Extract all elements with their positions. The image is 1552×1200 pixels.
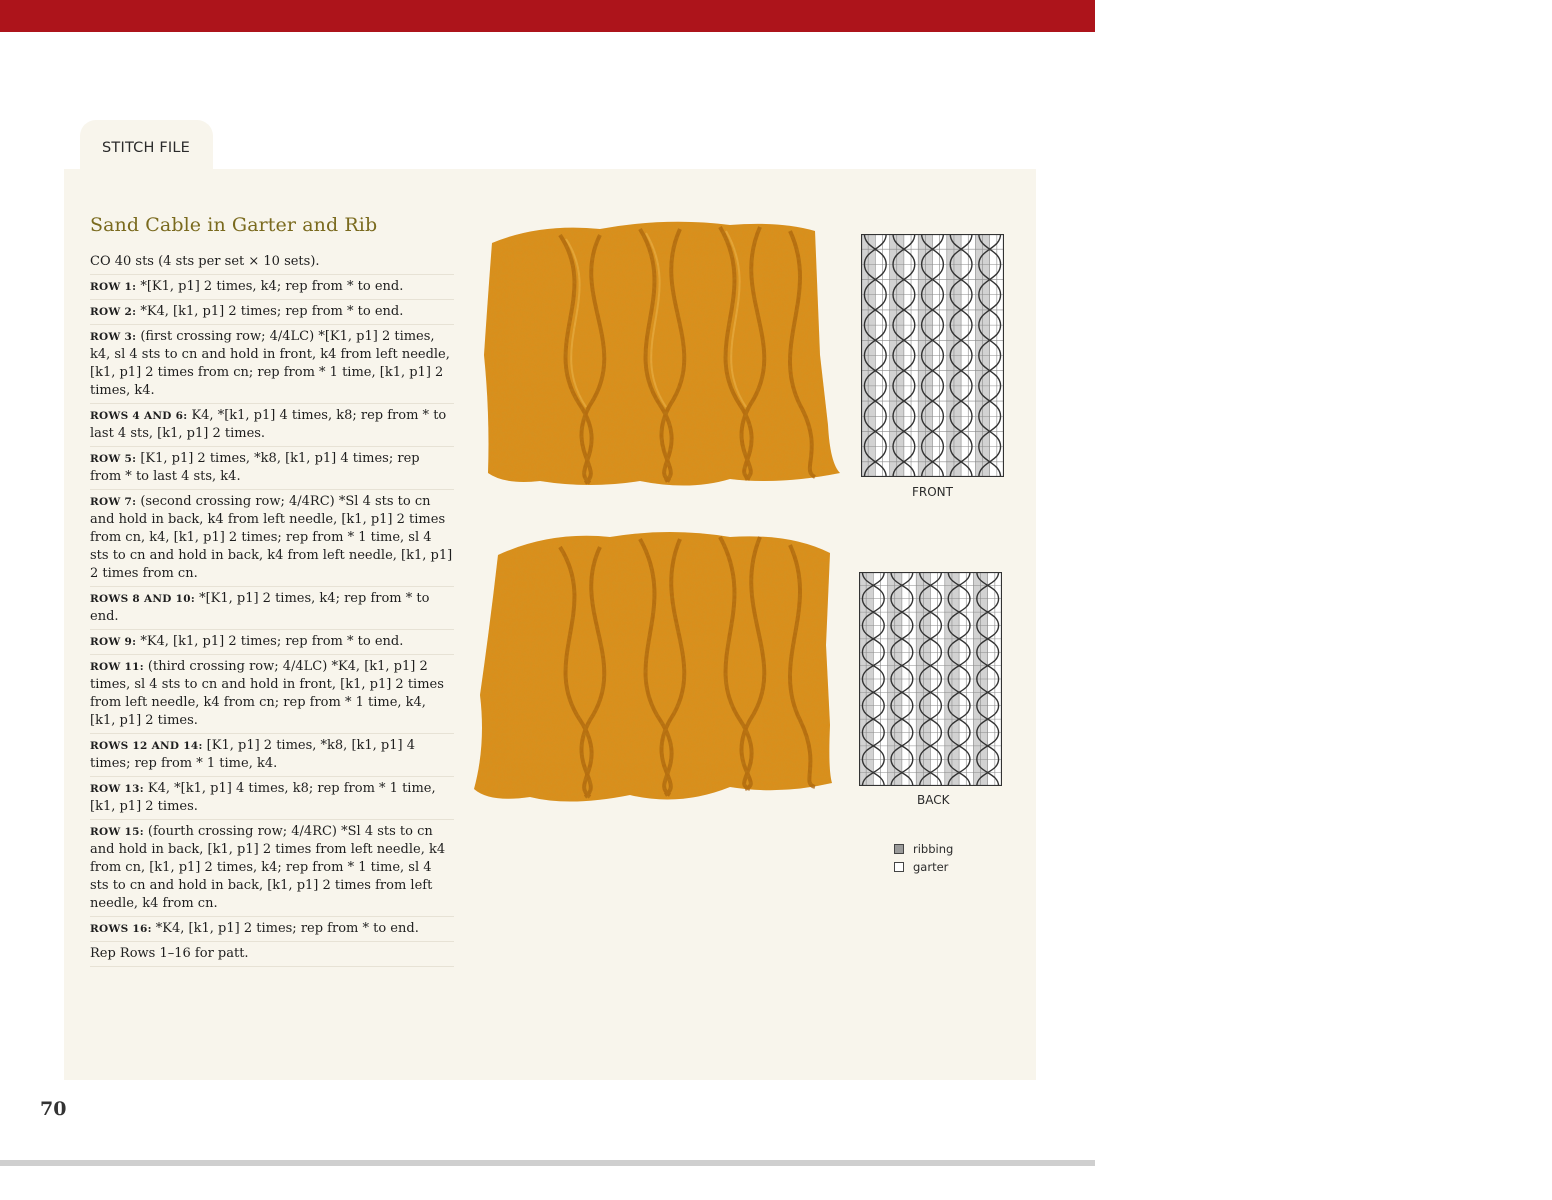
instruction-line — [90, 944, 454, 967]
bottom-rule — [0, 1160, 1095, 1166]
instruction-line — [90, 779, 454, 820]
row-label: ROW 15: — [90, 826, 144, 838]
row-label: ROW 7: — [90, 496, 137, 508]
pattern-instructions — [90, 252, 454, 969]
row-label: ROW 9: — [90, 636, 137, 648]
row-text: [K1, p1] 2 times, *k8, [k1, p1] 4 times; rep from * to last 4 sts, k4. — [90, 451, 420, 484]
chart-back-caption: BACK — [917, 793, 950, 807]
instruction-line — [90, 406, 454, 447]
instruction-line — [90, 449, 454, 490]
legend-ribbing — [894, 842, 953, 856]
row-label: ROW 11: — [90, 661, 144, 673]
row-text: (third crossing row; 4/4LC) *K4, [k1, p1] 2 times, sl 4 sts to cn and hold in front, [k1, p1] 2 times from left needle, k4 from cn; rep from * 1 time, k4, [k1, p1] 2 times. — [90, 659, 444, 728]
swatch-photo-back — [470, 525, 840, 810]
row-text: (fourth crossing row; 4/4RC) *Sl 4 sts to cn and hold in back, [k1, p1] 2 times from left needle, k4 from cn, [k1, p1] 2 times, k4; rep from * 1 time, sl 4 sts to cn and hold in back, [k1, p1] 2 times from left needle, k4 from cn. — [90, 824, 446, 911]
section-tab-label: STITCH FILE — [102, 140, 191, 156]
row-text: K4, *[k1, p1] 4 times, k8; rep from * to last 4 sts, [k1, p1] 2 times. — [90, 408, 447, 441]
legend-garter — [894, 860, 948, 874]
instruction-line — [90, 492, 454, 587]
row-text: *[K1, p1] 2 times, k4; rep from * to end. — [140, 279, 404, 294]
row-text: (first crossing row; 4/4LC) *[K1, p1] 2 times, k4, sl 4 sts to cn and hold in front, k4 from left needle, [k1, p1] 2 times from cn; rep from * 1 time, [k1, p1] 2 times, k4. — [90, 329, 450, 398]
swatch-photo-front — [480, 215, 850, 495]
stitch-chart-front — [861, 234, 1004, 477]
stitch-chart-back — [859, 572, 1002, 786]
instruction-line — [90, 277, 454, 300]
instruction-line — [90, 302, 454, 325]
instruction-line — [90, 657, 454, 734]
instruction-line — [90, 252, 454, 275]
instruction-line — [90, 632, 454, 655]
row-label: ROW 3: — [90, 331, 137, 343]
row-text: Rep Rows 1–16 for patt. — [90, 946, 249, 961]
row-text: CO 40 sts (4 sts per set × 10 sets). — [90, 254, 320, 269]
row-label: ROW 5: — [90, 453, 137, 465]
instruction-line — [90, 327, 454, 404]
row-text: *[K1, p1] 2 times, k4; rep from * to end. — [90, 591, 430, 624]
row-text: (second crossing row; 4/4RC) *Sl 4 sts to cn and hold in back, k4 from left needle, [k1, p1] 2 times from cn, k4, [k1, p1] 2 times; rep from * 1 time, sl 4 sts to cn and hold in back, k4 from left needle, [k1, p1] 2 times from cn. — [90, 494, 453, 581]
legend-ribbing-label: ribbing — [913, 842, 954, 856]
legend-garter-label: garter — [913, 860, 949, 874]
pattern-title: Sand Cable in Garter and Rib — [90, 214, 378, 236]
instruction-line — [90, 919, 454, 942]
row-label: ROW 1: — [90, 281, 137, 293]
top-accent-bar — [0, 0, 1095, 32]
row-label: ROWS 8 AND 10: — [90, 593, 196, 605]
row-text: [K1, p1] 2 times, *k8, [k1, p1] 4 times; rep from * 1 time, k4. — [90, 738, 415, 771]
row-text: *K4, [k1, p1] 2 times; rep from * to end. — [155, 921, 419, 936]
row-label: ROW 2: — [90, 306, 137, 318]
row-text: *K4, [k1, p1] 2 times; rep from * to end. — [140, 304, 404, 319]
legend-garter-swatch — [894, 862, 904, 872]
instruction-line — [90, 822, 454, 917]
row-label: ROW 13: — [90, 783, 144, 795]
row-label: ROWS 4 AND 6: — [90, 410, 188, 422]
row-label: ROWS 12 AND 14: — [90, 740, 203, 752]
legend-ribbing-swatch — [894, 844, 904, 854]
chart-front-caption: FRONT — [912, 485, 953, 499]
instruction-line — [90, 736, 454, 777]
instruction-line — [90, 589, 454, 630]
row-text: *K4, [k1, p1] 2 times; rep from * to end. — [140, 634, 404, 649]
row-label: ROWS 16: — [90, 923, 152, 935]
row-text: K4, *[k1, p1] 4 times, k8; rep from * 1 time, [k1, p1] 2 times. — [90, 781, 436, 814]
page-number: 70 — [40, 1098, 67, 1120]
